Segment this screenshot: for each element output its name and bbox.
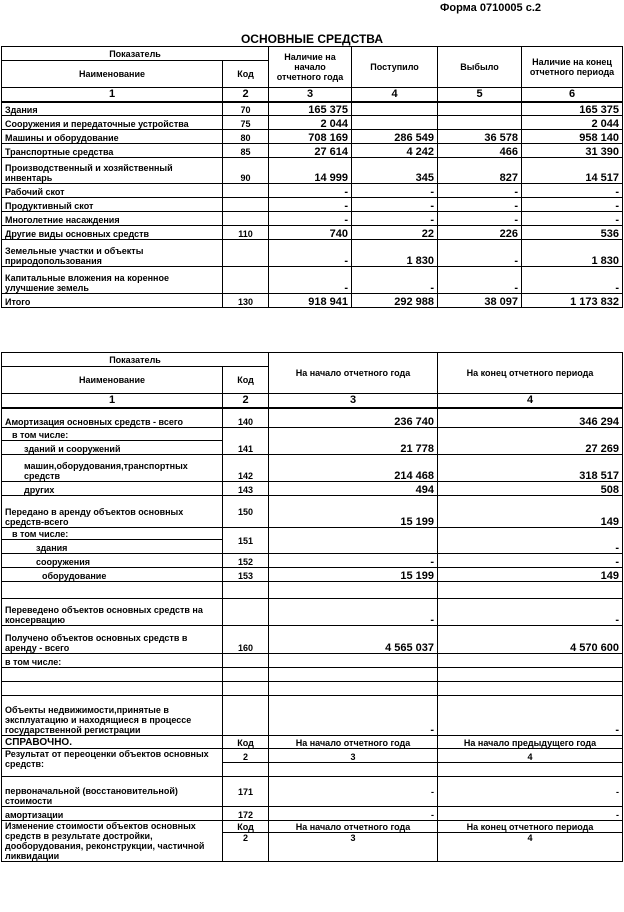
row-end: - — [438, 696, 623, 736]
row-disposed: 36 578 — [438, 130, 522, 144]
table-row — [2, 626, 623, 654]
row-name: Рабочий скот — [2, 184, 223, 198]
header-end: Наличие на конец отчетного периода — [522, 47, 623, 88]
row-begin: 740 — [269, 226, 352, 240]
row-end: - — [522, 212, 623, 226]
row-begin: 27 614 — [269, 144, 352, 158]
row-name: Сооружения и передаточные устройства — [2, 116, 223, 130]
row-name: Другие виды основных средств — [2, 226, 223, 240]
row-end: 1 830 — [522, 240, 623, 267]
row-disposed: - — [438, 184, 522, 198]
column-number: 4 — [438, 394, 623, 408]
row-end: 958 140 — [522, 130, 623, 144]
row-code: 140 — [223, 408, 269, 428]
row-code — [223, 184, 269, 198]
row-received: - — [352, 267, 438, 294]
row-begin: - — [269, 198, 352, 212]
column-number: 5 — [438, 88, 522, 102]
row-begin: 165 375 — [269, 102, 352, 116]
row-disposed: - — [438, 198, 522, 212]
row-end: 149 — [438, 496, 623, 528]
column-number: 2 — [223, 749, 269, 763]
row-name: Получено объектов основных средств в аренду - всего — [2, 626, 223, 654]
row-end: - — [438, 807, 623, 821]
row-begin: - — [269, 807, 438, 821]
header-received: Поступило — [352, 47, 438, 88]
table-row — [2, 212, 623, 226]
row-name: в том числе: — [2, 654, 223, 668]
row-received: - — [352, 198, 438, 212]
row-end: - — [522, 198, 623, 212]
row-end: 508 — [438, 482, 623, 496]
column-number: 4 — [438, 749, 623, 763]
page-title: ОСНОВНЫЕ СРЕДСТВА — [240, 32, 384, 46]
row-disposed: 466 — [438, 144, 522, 158]
row-received — [352, 116, 438, 130]
row-disposed: - — [438, 240, 522, 267]
row-begin: 4 565 037 — [269, 626, 438, 654]
row-name: Объекты недвижимости,принятые в эксплуатацию и находящиеся в процессе государственной регистрации — [2, 696, 223, 736]
header-indicator: Показатель — [2, 47, 269, 61]
row-end: - — [438, 554, 623, 568]
column-number: 2 — [223, 88, 269, 102]
table-row — [2, 226, 623, 240]
row-code: 153 — [223, 568, 269, 582]
row-name: Передано в аренду объектов основных средств-всего — [2, 496, 223, 528]
row-code: 90 — [223, 158, 269, 184]
row-received: 292 988 — [352, 294, 438, 308]
row-code: 70 — [223, 102, 269, 116]
change-begin-header: На начало отчетного года — [269, 821, 438, 833]
row-received: 22 — [352, 226, 438, 240]
row-disposed: 38 097 — [438, 294, 522, 308]
table-row — [2, 482, 623, 496]
table-row — [2, 184, 623, 198]
row-end: - — [438, 528, 623, 554]
depreciation-table — [1, 352, 623, 862]
reference-header-row — [2, 736, 623, 749]
row-name: зданий и сооружений — [2, 441, 223, 455]
row-begin: 15 199 — [269, 496, 438, 528]
row-name: в том числе: — [2, 428, 223, 441]
row-received: 4 242 — [352, 144, 438, 158]
row-end: - — [522, 184, 623, 198]
row-end: - — [438, 599, 623, 626]
row-code — [223, 212, 269, 226]
row-code: 75 — [223, 116, 269, 130]
row-end: 1 173 832 — [522, 294, 623, 308]
row-received: 1 830 — [352, 240, 438, 267]
row-received: - — [352, 184, 438, 198]
row-code: 160 — [223, 626, 269, 654]
row-disposed — [438, 102, 522, 116]
column-number: 3 — [269, 833, 438, 862]
row-code — [223, 267, 269, 294]
row-begin: - — [269, 696, 438, 736]
row-name: Земельные участки и объекты природопользования — [2, 240, 223, 267]
row-begin: 15 199 — [269, 568, 438, 582]
row-disposed — [438, 116, 522, 130]
row-code — [223, 240, 269, 267]
row-end: 318 517 — [438, 455, 623, 482]
row-end: - — [522, 267, 623, 294]
header-code: Код — [223, 61, 269, 88]
row-name: оборудование — [2, 568, 223, 582]
row-begin: 236 740 — [269, 408, 438, 428]
table-row — [2, 807, 623, 821]
row-end: 165 375 — [522, 102, 623, 116]
row-name: сооружения — [2, 554, 223, 568]
table-row — [2, 777, 623, 807]
fixed-assets-movement-table — [1, 46, 623, 308]
table-row — [2, 144, 623, 158]
row-end: 14 517 — [522, 158, 623, 184]
row-disposed: - — [438, 212, 522, 226]
row-end: 2 044 — [522, 116, 623, 130]
row-disposed: 827 — [438, 158, 522, 184]
column-number: 3 — [269, 88, 352, 102]
row-name: машин,оборудования,транспортных средств — [2, 455, 223, 482]
row-end: 31 390 — [522, 144, 623, 158]
header-name: Наименование — [2, 367, 223, 394]
row-begin: 14 999 — [269, 158, 352, 184]
row-name: Транспортные средства — [2, 144, 223, 158]
row-code: 143 — [223, 482, 269, 496]
table-row — [2, 294, 623, 308]
row-name: здания — [2, 540, 223, 554]
table-row — [2, 130, 623, 144]
table-row — [2, 554, 623, 568]
row-name: амортизации — [2, 807, 223, 821]
reference-code-header: Код — [223, 736, 269, 749]
table-row — [2, 408, 623, 428]
table-row — [2, 116, 623, 130]
row-received: 345 — [352, 158, 438, 184]
table-row — [2, 240, 623, 267]
table-row — [2, 696, 623, 736]
row-name: в том числе: — [2, 528, 223, 540]
row-code: 85 — [223, 144, 269, 158]
row-end: 4 570 600 — [438, 626, 623, 654]
row-begin: - — [269, 599, 438, 626]
row-name: других — [2, 482, 223, 496]
column-number: 6 — [522, 88, 623, 102]
row-code: 142 — [223, 455, 269, 482]
change-label: Изменение стоимости объектов основных средств в результате достройки, дооборудования, реконструкции, частичной ликвидации — [2, 821, 223, 862]
row-received: - — [352, 212, 438, 226]
row-begin: 708 169 — [269, 130, 352, 144]
row-name: Капитальные вложения на коренное улучшение земель — [2, 267, 223, 294]
row-name: Здания — [2, 102, 223, 116]
column-number: 3 — [269, 749, 438, 763]
row-begin: 21 778 — [269, 428, 438, 455]
row-begin: - — [269, 212, 352, 226]
row-name: Многолетние насаждения — [2, 212, 223, 226]
form-number: Форма 0710005 с.2 — [440, 2, 542, 14]
row-end: 346 294 — [438, 408, 623, 428]
row-begin: - — [269, 554, 438, 568]
row-end: 536 — [522, 226, 623, 240]
row-code: 152 — [223, 554, 269, 568]
row-code: 141 — [223, 428, 269, 455]
table-row — [2, 455, 623, 482]
change-code-header: Код — [223, 821, 269, 833]
row-begin: - — [269, 777, 438, 807]
row-code — [223, 198, 269, 212]
header-name: Наименование — [2, 61, 223, 88]
table-row — [2, 102, 623, 116]
row-received — [352, 102, 438, 116]
row-end: - — [438, 777, 623, 807]
table-row — [2, 198, 623, 212]
header-disposed: Выбыло — [438, 47, 522, 88]
row-begin: - — [269, 267, 352, 294]
row-name: Амортизация основных средств - всего — [2, 408, 223, 428]
row-begin: - — [269, 184, 352, 198]
row-code: 110 — [223, 226, 269, 240]
reference-label: СПРАВОЧНО. — [2, 736, 223, 749]
row-begin: 214 468 — [269, 455, 438, 482]
row-code: 171 — [223, 777, 269, 807]
row-code: 80 — [223, 130, 269, 144]
row-name: Продуктивный скот — [2, 198, 223, 212]
column-number: 1 — [2, 394, 223, 408]
row-begin: 2 044 — [269, 116, 352, 130]
row-disposed: - — [438, 267, 522, 294]
row-end: 149 — [438, 568, 623, 582]
row-name: Итого — [2, 294, 223, 308]
header-begin: Наличие на начало отчетного года — [269, 47, 352, 88]
column-number: 2 — [223, 833, 269, 862]
row-begin: 494 — [269, 482, 438, 496]
row-begin: - — [269, 240, 352, 267]
row-end: 27 269 — [438, 428, 623, 455]
row-code: 151 — [223, 528, 269, 554]
header-code: Код — [223, 367, 269, 394]
change-end-header: На конец отчетного периода — [438, 821, 623, 833]
table-row — [2, 496, 623, 528]
row-name: Машины и оборудование — [2, 130, 223, 144]
column-number: 4 — [438, 833, 623, 862]
row-name: Производственный и хозяйственный инвентарь — [2, 158, 223, 184]
reference-begin-header: На начало отчетного года — [269, 736, 438, 749]
t1-body — [2, 102, 623, 308]
header-begin: На начало отчетного года — [269, 353, 438, 394]
row-name: первоначальной (восстановительной) стоимости — [2, 777, 223, 807]
column-number: 1 — [2, 88, 223, 102]
table-row — [2, 568, 623, 582]
header-indicator: Показатель — [2, 353, 269, 367]
reference-prev-header: На начало предыдущего года — [438, 736, 623, 749]
row-disposed: 226 — [438, 226, 522, 240]
column-number: 4 — [352, 88, 438, 102]
row-code: 172 — [223, 807, 269, 821]
table-row — [2, 267, 623, 294]
table-row — [2, 599, 623, 626]
row-begin: 918 941 — [269, 294, 352, 308]
row-begin — [269, 528, 438, 554]
row-code: 130 — [223, 294, 269, 308]
column-number: 3 — [269, 394, 438, 408]
row-name: Переведено объектов основных средств на консервацию — [2, 599, 223, 626]
revaluation-label: Результат от переоценки объектов основных средств: — [2, 749, 223, 777]
column-number: 2 — [223, 394, 269, 408]
table-row — [2, 158, 623, 184]
row-code: 150 — [223, 496, 269, 528]
header-end: На конец отчетного периода — [438, 353, 623, 394]
row-received: 286 549 — [352, 130, 438, 144]
